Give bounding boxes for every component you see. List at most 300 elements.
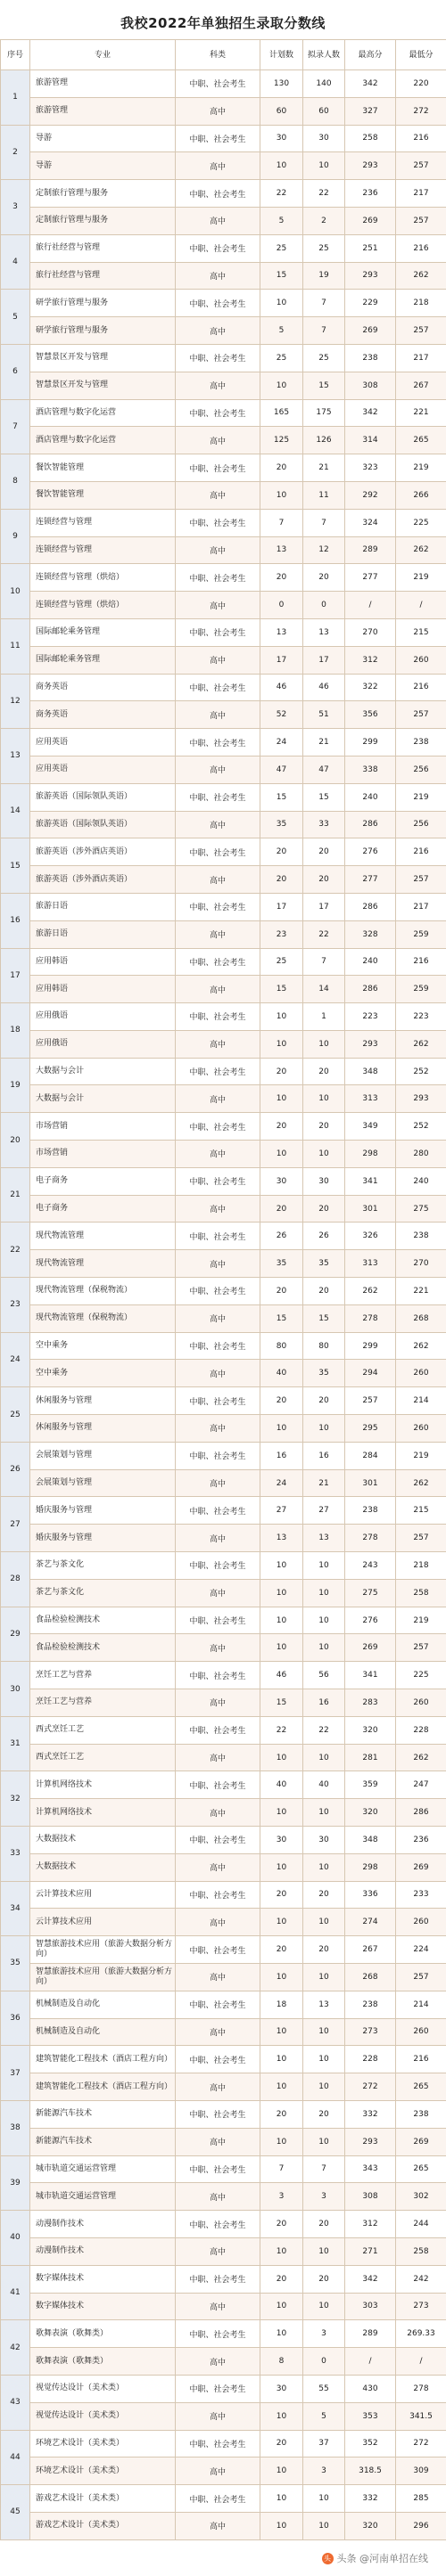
cell-high: 275 bbox=[345, 1579, 396, 1607]
cell-high: 238 bbox=[345, 344, 396, 372]
cell-category: 中职、社会考生 bbox=[176, 1771, 260, 1799]
table-row bbox=[1, 2265, 446, 2293]
cell-low: 270 bbox=[396, 1250, 446, 1278]
cell-admit: 10 bbox=[303, 2073, 345, 2101]
cell-plan: 15 bbox=[260, 1689, 303, 1717]
cell-high: 352 bbox=[345, 2430, 396, 2457]
cell-category: 中职、社会考生 bbox=[176, 618, 260, 646]
cell-admit: 3 bbox=[303, 2183, 345, 2211]
cell-major: 旅游管理 bbox=[30, 70, 176, 98]
cell-plan: 5 bbox=[260, 317, 303, 345]
table-row bbox=[1, 2183, 446, 2211]
cell-admit: 47 bbox=[303, 756, 345, 783]
cell-category: 高中 bbox=[176, 1525, 260, 1552]
row-seq: 3 bbox=[1, 180, 30, 235]
table-row bbox=[1, 783, 446, 811]
cell-major: 现代物流管理（保税物流） bbox=[30, 1304, 176, 1332]
cell-major: 歌舞表演（歌舞类） bbox=[30, 2348, 176, 2376]
cell-high: 271 bbox=[345, 2237, 396, 2265]
cell-high: 313 bbox=[345, 1085, 396, 1113]
table-row bbox=[1, 207, 446, 234]
cell-low: 257 bbox=[396, 701, 446, 729]
cell-category: 高中 bbox=[176, 481, 260, 509]
cell-admit: 10 bbox=[303, 1909, 345, 1936]
header-major: 专业 bbox=[30, 40, 176, 70]
cell-plan: 15 bbox=[260, 1304, 303, 1332]
cell-plan: 0 bbox=[260, 592, 303, 619]
cell-major: 茶艺与茶文化 bbox=[30, 1579, 176, 1607]
cell-high: 243 bbox=[345, 1552, 396, 1580]
row-seq: 13 bbox=[1, 729, 30, 784]
table-row bbox=[1, 1662, 446, 1689]
cell-admit: 20 bbox=[303, 1278, 345, 1305]
cell-category: 中职、社会考生 bbox=[176, 1936, 260, 1964]
watermark bbox=[317, 2549, 434, 2567]
cell-major: 连锁经营与管理 bbox=[30, 536, 176, 564]
cell-major: 大数据与会计 bbox=[30, 1085, 176, 1113]
table-row bbox=[1, 2457, 446, 2485]
cell-category: 中职、社会考生 bbox=[176, 454, 260, 482]
cell-major: 旅游日语 bbox=[30, 920, 176, 948]
row-seq: 15 bbox=[1, 838, 30, 894]
cell-high: 293 bbox=[345, 1030, 396, 1058]
cell-category: 中职、社会考生 bbox=[176, 2485, 260, 2513]
cell-admit: 35 bbox=[303, 1250, 345, 1278]
cell-plan: 10 bbox=[260, 1963, 303, 1991]
cell-major: 连锁经营与管理 bbox=[30, 509, 176, 536]
cell-plan: 10 bbox=[260, 2128, 303, 2155]
cell-high: 281 bbox=[345, 1744, 396, 1771]
cell-high: 353 bbox=[345, 2402, 396, 2430]
cell-category: 中职、社会考生 bbox=[176, 1662, 260, 1689]
cell-admit: 16 bbox=[303, 1442, 345, 1469]
cell-high: 313 bbox=[345, 1250, 396, 1278]
cell-admit: 0 bbox=[303, 2348, 345, 2376]
table-row bbox=[1, 1195, 446, 1223]
cell-plan: 24 bbox=[260, 1469, 303, 1497]
cell-low: 225 bbox=[396, 509, 446, 536]
cell-admit: 55 bbox=[303, 2375, 345, 2402]
cell-low: 257 bbox=[396, 866, 446, 894]
cell-major: 机械制造及自动化 bbox=[30, 2018, 176, 2046]
cell-low: 285 bbox=[396, 2485, 446, 2513]
table-row bbox=[1, 1469, 446, 1497]
cell-high: 270 bbox=[345, 618, 396, 646]
cell-admit: 15 bbox=[303, 783, 345, 811]
cell-major: 电子商务 bbox=[30, 1195, 176, 1223]
cell-category: 高中 bbox=[176, 920, 260, 948]
cell-admit: 13 bbox=[303, 1991, 345, 2018]
cell-major: 餐饮智能管理 bbox=[30, 481, 176, 509]
cell-major: 酒店管理与数字化运营 bbox=[30, 399, 176, 427]
cell-high: 268 bbox=[345, 1963, 396, 1991]
cell-low: 218 bbox=[396, 1552, 446, 1580]
cell-plan: 10 bbox=[260, 1003, 303, 1031]
cell-low: 214 bbox=[396, 1991, 446, 2018]
table-row bbox=[1, 2320, 446, 2348]
cell-admit: 17 bbox=[303, 893, 345, 920]
cell-plan: 10 bbox=[260, 2293, 303, 2320]
cell-low: 236 bbox=[396, 1827, 446, 1854]
cell-low: 258 bbox=[396, 1579, 446, 1607]
header-seq: 序号 bbox=[1, 40, 30, 70]
row-seq: 5 bbox=[1, 290, 30, 345]
table-row bbox=[1, 948, 446, 976]
cell-low: 275 bbox=[396, 1195, 446, 1223]
cell-admit: 20 bbox=[303, 1113, 345, 1141]
table-row bbox=[1, 2375, 446, 2402]
cell-major: 应用韩语 bbox=[30, 976, 176, 1003]
cell-category: 高中 bbox=[176, 1141, 260, 1168]
cell-low: 252 bbox=[396, 1058, 446, 1085]
cell-category: 高中 bbox=[176, 1360, 260, 1387]
cell-admit: 10 bbox=[303, 2512, 345, 2539]
cell-major: 应用俄语 bbox=[30, 1030, 176, 1058]
cell-high: 273 bbox=[345, 2018, 396, 2046]
table-row bbox=[1, 893, 446, 920]
cell-major: 市场营销 bbox=[30, 1141, 176, 1168]
row-seq: 23 bbox=[1, 1278, 30, 1333]
cell-high: 277 bbox=[345, 866, 396, 894]
cell-major: 歌舞表演（歌舞类） bbox=[30, 2320, 176, 2348]
cell-major: 环境艺术设计（美术类） bbox=[30, 2430, 176, 2457]
table-row bbox=[1, 866, 446, 894]
table-row bbox=[1, 536, 446, 564]
cell-admit: 10 bbox=[303, 2293, 345, 2320]
cell-high: 298 bbox=[345, 1141, 396, 1168]
cell-high: 289 bbox=[345, 536, 396, 564]
cell-plan: 20 bbox=[260, 1278, 303, 1305]
cell-category: 中职、社会考生 bbox=[176, 1332, 260, 1360]
cell-low: 217 bbox=[396, 344, 446, 372]
table-row bbox=[1, 2073, 446, 2101]
cell-plan: 26 bbox=[260, 1223, 303, 1250]
table-row bbox=[1, 125, 446, 152]
cell-high: 318.5 bbox=[345, 2457, 396, 2485]
row-seq: 39 bbox=[1, 2155, 30, 2211]
cell-low: 258 bbox=[396, 2237, 446, 2265]
cell-major: 环境艺术设计（美术类） bbox=[30, 2457, 176, 2485]
table-row bbox=[1, 290, 446, 317]
cell-admit: 10 bbox=[303, 1963, 345, 1991]
table-row bbox=[1, 1332, 446, 1360]
table-row bbox=[1, 1442, 446, 1469]
cell-admit: 20 bbox=[303, 1195, 345, 1223]
cell-low: 273 bbox=[396, 2293, 446, 2320]
cell-high: 336 bbox=[345, 1881, 396, 1909]
cell-category: 中职、社会考生 bbox=[176, 125, 260, 152]
cell-high: 269 bbox=[345, 207, 396, 234]
table-row bbox=[1, 481, 446, 509]
table-row bbox=[1, 2155, 446, 2183]
cell-category: 中职、社会考生 bbox=[176, 1278, 260, 1305]
row-seq: 28 bbox=[1, 1552, 30, 1607]
table-row bbox=[1, 1525, 446, 1552]
cell-category: 中职、社会考生 bbox=[176, 234, 260, 262]
row-seq: 44 bbox=[1, 2430, 30, 2485]
cell-high: 293 bbox=[345, 262, 396, 290]
cell-low: 221 bbox=[396, 1278, 446, 1305]
cell-major: 城市轨道交通运营管理 bbox=[30, 2155, 176, 2183]
cell-admit: 0 bbox=[303, 592, 345, 619]
table-row bbox=[1, 399, 446, 427]
cell-category: 中职、社会考生 bbox=[176, 783, 260, 811]
cell-plan: 15 bbox=[260, 976, 303, 1003]
cell-major: 定制旅行管理与服务 bbox=[30, 180, 176, 208]
cell-low: / bbox=[396, 592, 446, 619]
cell-major: 应用英语 bbox=[30, 729, 176, 756]
cell-admit: 20 bbox=[303, 1058, 345, 1085]
row-seq: 2 bbox=[1, 125, 30, 180]
cell-low: 265 bbox=[396, 2073, 446, 2101]
table-row bbox=[1, 1579, 446, 1607]
cell-category: 高中 bbox=[176, 2018, 260, 2046]
table-row bbox=[1, 70, 446, 98]
cell-high: 251 bbox=[345, 234, 396, 262]
table-row bbox=[1, 1167, 446, 1195]
row-seq: 10 bbox=[1, 564, 30, 619]
cell-category: 中职、社会考生 bbox=[176, 1991, 260, 2018]
cell-high: 342 bbox=[345, 2265, 396, 2293]
cell-low: 272 bbox=[396, 97, 446, 125]
cell-major: 智慧旅游技术应用（旅游大数据分析方向） bbox=[30, 1936, 176, 1964]
cell-low: 260 bbox=[396, 646, 446, 674]
cell-low: 265 bbox=[396, 427, 446, 454]
cell-low: 269 bbox=[396, 1853, 446, 1881]
cell-low: 260 bbox=[396, 2018, 446, 2046]
row-seq: 16 bbox=[1, 893, 30, 948]
row-seq: 24 bbox=[1, 1332, 30, 1387]
cell-low: 341.5 bbox=[396, 2402, 446, 2430]
cell-major: 大数据技术 bbox=[30, 1853, 176, 1881]
table-row bbox=[1, 1387, 446, 1415]
cell-low: 260 bbox=[396, 1415, 446, 1443]
cell-plan: 20 bbox=[260, 2100, 303, 2128]
cell-admit: 10 bbox=[303, 1607, 345, 1634]
cell-high: 257 bbox=[345, 1387, 396, 1415]
score-table bbox=[0, 39, 446, 2540]
cell-high: 341 bbox=[345, 1662, 396, 1689]
cell-admit: 10 bbox=[303, 1634, 345, 1662]
cell-high: 258 bbox=[345, 125, 396, 152]
cell-category: 高中 bbox=[176, 2183, 260, 2211]
cell-admit: 175 bbox=[303, 399, 345, 427]
cell-major: 智慧旅游技术应用（旅游大数据分析方向） bbox=[30, 1963, 176, 1991]
cell-plan: 20 bbox=[260, 1881, 303, 1909]
cell-plan: 10 bbox=[260, 481, 303, 509]
cell-high: 236 bbox=[345, 180, 396, 208]
cell-category: 中职、社会考生 bbox=[176, 2265, 260, 2293]
cell-admit: 14 bbox=[303, 976, 345, 1003]
cell-admit: 11 bbox=[303, 481, 345, 509]
page-title: 我校2022年单独招生录取分数线 bbox=[0, 7, 446, 39]
header-low: 最低分 bbox=[396, 40, 446, 70]
cell-major: 烹饪工艺与营养 bbox=[30, 1689, 176, 1717]
cell-plan: 20 bbox=[260, 564, 303, 592]
table-row bbox=[1, 2211, 446, 2238]
cell-major: 旅游英语（涉外酒店英语） bbox=[30, 838, 176, 866]
cell-plan: 22 bbox=[260, 180, 303, 208]
cell-high: 322 bbox=[345, 674, 396, 701]
cell-high: 267 bbox=[345, 1936, 396, 1964]
table-row bbox=[1, 811, 446, 838]
cell-low: 215 bbox=[396, 1497, 446, 1525]
cell-low: 224 bbox=[396, 1936, 446, 1964]
cell-plan: 10 bbox=[260, 1909, 303, 1936]
table-row bbox=[1, 1827, 446, 1854]
cell-high: 276 bbox=[345, 838, 396, 866]
cell-admit: 27 bbox=[303, 1497, 345, 1525]
cell-major: 现代物流管理 bbox=[30, 1223, 176, 1250]
cell-low: 262 bbox=[396, 1332, 446, 1360]
cell-admit: 10 bbox=[303, 2485, 345, 2513]
cell-major: 应用英语 bbox=[30, 756, 176, 783]
cell-major: 旅游英语（国际领队英语） bbox=[30, 811, 176, 838]
cell-low: 242 bbox=[396, 2265, 446, 2293]
cell-category: 中职、社会考生 bbox=[176, 1167, 260, 1195]
cell-plan: 10 bbox=[260, 1579, 303, 1607]
cell-category: 高中 bbox=[176, 207, 260, 234]
cell-plan: 25 bbox=[260, 234, 303, 262]
cell-low: 216 bbox=[396, 2046, 446, 2073]
cell-low: 260 bbox=[396, 1689, 446, 1717]
cell-admit: 16 bbox=[303, 1689, 345, 1717]
cell-plan: 125 bbox=[260, 427, 303, 454]
table-row bbox=[1, 1141, 446, 1168]
cell-major: 旅行社经营与管理 bbox=[30, 262, 176, 290]
cell-high: 301 bbox=[345, 1195, 396, 1223]
cell-major: 连锁经营与管理（烘焙） bbox=[30, 564, 176, 592]
cell-high: 293 bbox=[345, 152, 396, 180]
cell-low: 257 bbox=[396, 317, 446, 345]
cell-plan: 10 bbox=[260, 2073, 303, 2101]
cell-major: 计算机网络技术 bbox=[30, 1771, 176, 1799]
cell-high: 292 bbox=[345, 481, 396, 509]
cell-category: 高中 bbox=[176, 1415, 260, 1443]
cell-high: 274 bbox=[345, 1909, 396, 1936]
cell-category: 中职、社会考生 bbox=[176, 1223, 260, 1250]
cell-high: / bbox=[345, 2348, 396, 2376]
cell-admit: 20 bbox=[303, 2211, 345, 2238]
row-seq: 6 bbox=[1, 344, 30, 399]
table-row bbox=[1, 592, 446, 619]
cell-admit: 22 bbox=[303, 1716, 345, 1744]
cell-category: 高中 bbox=[176, 2512, 260, 2539]
cell-plan: 25 bbox=[260, 948, 303, 976]
cell-high: 299 bbox=[345, 729, 396, 756]
row-seq: 8 bbox=[1, 454, 30, 510]
cell-admit: 20 bbox=[303, 1936, 345, 1964]
cell-admit: 10 bbox=[303, 1552, 345, 1580]
cell-low: 280 bbox=[396, 1141, 446, 1168]
table-row bbox=[1, 2237, 446, 2265]
cell-high: 326 bbox=[345, 1223, 396, 1250]
cell-admit: 7 bbox=[303, 2155, 345, 2183]
cell-category: 高中 bbox=[176, 1853, 260, 1881]
cell-category: 高中 bbox=[176, 592, 260, 619]
cell-major: 现代物流管理（保税物流） bbox=[30, 1278, 176, 1305]
cell-major: 智慧景区开发与管理 bbox=[30, 372, 176, 399]
cell-low: 238 bbox=[396, 1223, 446, 1250]
table-row bbox=[1, 756, 446, 783]
cell-high: 332 bbox=[345, 2485, 396, 2513]
cell-admit: 21 bbox=[303, 454, 345, 482]
cell-major: 烹饪工艺与营养 bbox=[30, 1662, 176, 1689]
cell-high: 341 bbox=[345, 1167, 396, 1195]
cell-category: 中职、社会考生 bbox=[176, 1442, 260, 1469]
cell-category: 中职、社会考生 bbox=[176, 1058, 260, 1085]
cell-admit: 20 bbox=[303, 1881, 345, 1909]
cell-plan: 10 bbox=[260, 2018, 303, 2046]
cell-major: 空中乘务 bbox=[30, 1360, 176, 1387]
cell-high: 240 bbox=[345, 948, 396, 976]
cell-major: 餐饮智能管理 bbox=[30, 454, 176, 482]
cell-category: 中职、社会考生 bbox=[176, 509, 260, 536]
cell-high: 328 bbox=[345, 920, 396, 948]
cell-low: 259 bbox=[396, 976, 446, 1003]
table-header-row bbox=[1, 40, 446, 70]
cell-category: 中职、社会考生 bbox=[176, 564, 260, 592]
cell-category: 中职、社会考生 bbox=[176, 1003, 260, 1031]
cell-plan: 20 bbox=[260, 2265, 303, 2293]
table-row bbox=[1, 1963, 446, 1991]
cell-category: 高中 bbox=[176, 1799, 260, 1827]
cell-admit: 10 bbox=[303, 152, 345, 180]
row-seq: 38 bbox=[1, 2100, 30, 2155]
cell-plan: 10 bbox=[260, 372, 303, 399]
cell-category: 中职、社会考生 bbox=[176, 893, 260, 920]
cell-plan: 17 bbox=[260, 893, 303, 920]
cell-major: 游戏艺术设计（美术类） bbox=[30, 2512, 176, 2539]
cell-plan: 10 bbox=[260, 1607, 303, 1634]
cell-major: 连锁经营与管理（烘焙） bbox=[30, 592, 176, 619]
cell-admit: 21 bbox=[303, 729, 345, 756]
table-row bbox=[1, 1250, 446, 1278]
cell-low: 259 bbox=[396, 920, 446, 948]
cell-major: 大数据技术 bbox=[30, 1827, 176, 1854]
cell-major: 建筑智能化工程技术（酒店工程方向） bbox=[30, 2046, 176, 2073]
cell-low: 219 bbox=[396, 564, 446, 592]
table-row bbox=[1, 1634, 446, 1662]
cell-admit: 15 bbox=[303, 372, 345, 399]
cell-admit: 13 bbox=[303, 618, 345, 646]
cell-category: 中职、社会考生 bbox=[176, 180, 260, 208]
row-seq: 29 bbox=[1, 1607, 30, 1662]
table-row bbox=[1, 2348, 446, 2376]
header-plan: 计划数 bbox=[260, 40, 303, 70]
cell-major: 国际邮轮乘务管理 bbox=[30, 646, 176, 674]
row-seq: 43 bbox=[1, 2375, 30, 2430]
cell-plan: 10 bbox=[260, 1634, 303, 1662]
row-seq: 30 bbox=[1, 1662, 30, 1717]
table-row bbox=[1, 509, 446, 536]
cell-category: 中职、社会考生 bbox=[176, 1881, 260, 1909]
table-row bbox=[1, 317, 446, 345]
cell-plan: 46 bbox=[260, 674, 303, 701]
row-seq: 25 bbox=[1, 1387, 30, 1443]
cell-plan: 10 bbox=[260, 1552, 303, 1580]
cell-major: 动漫制作技术 bbox=[30, 2237, 176, 2265]
cell-admit: 10 bbox=[303, 1030, 345, 1058]
cell-category: 中职、社会考生 bbox=[176, 2430, 260, 2457]
cell-plan: 30 bbox=[260, 2375, 303, 2402]
cell-major: 食品检验检测技术 bbox=[30, 1634, 176, 1662]
cell-high: 359 bbox=[345, 1771, 396, 1799]
cell-high: 283 bbox=[345, 1689, 396, 1717]
cell-category: 中职、社会考生 bbox=[176, 1113, 260, 1141]
cell-admit: 80 bbox=[303, 1332, 345, 1360]
cell-plan: 5 bbox=[260, 207, 303, 234]
